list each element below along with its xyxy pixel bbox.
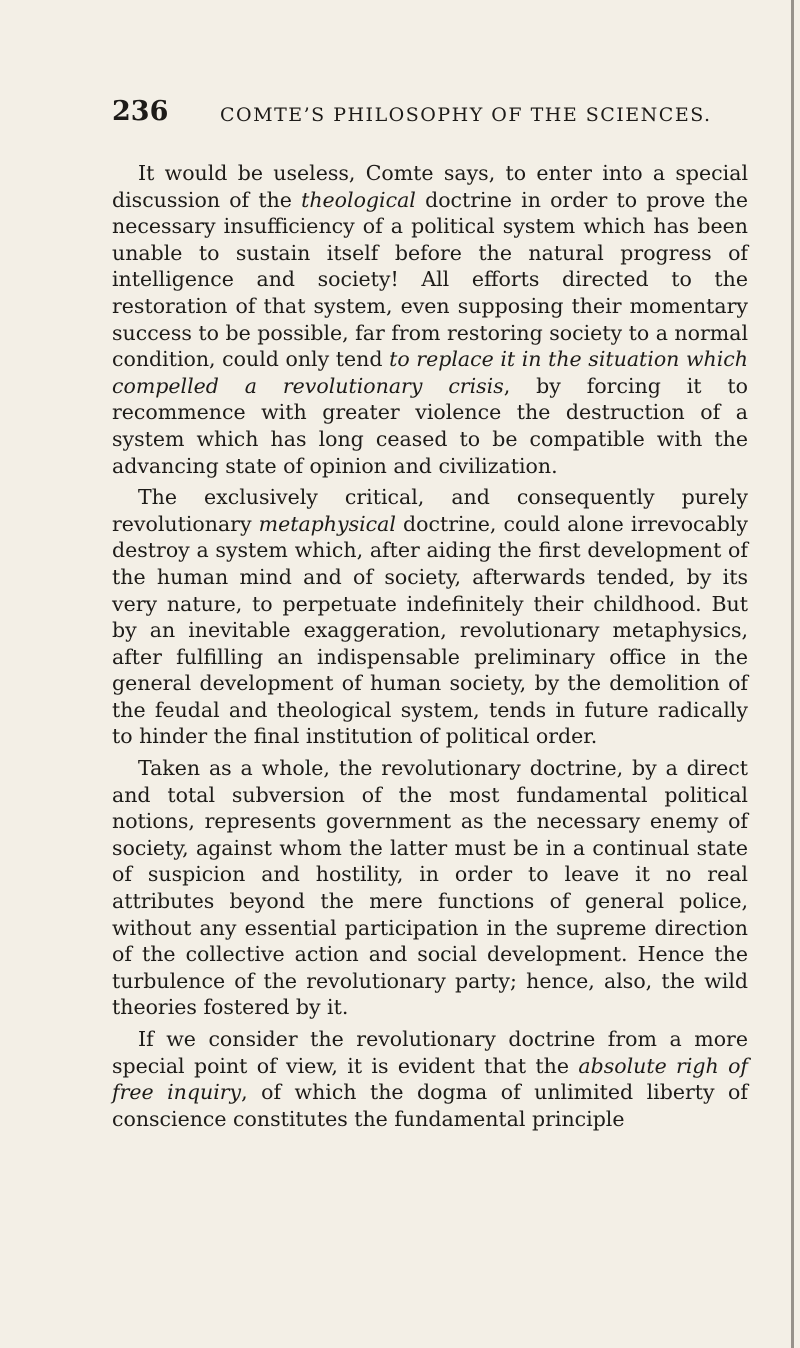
text-run: doctrine in order to prove the necessary insufficiency of a political system which has been unable to sustain itself before the natural progress of intelligence and society! All efforts directed to the restoration of that system, even supposing their momentary success to be possible, far from restoring society to a normal condition, could only tend (112, 187, 748, 372)
italic-phrase: absolute righ of free inquiry (112, 1053, 749, 1105)
text-run: Taken as a whole, the revolutionary doctrine, by a direct and total subversion of the most fundamental political notions, represents government as the necessary enemy of society, against whom the latter must be in a continual state of suspicion and hostility, in order to leave it no real attributes beyond the mere functions of general police, without any essential participation in the supreme direction of the collective action and social development. Hence the turbulence of the revolutionary party; hence, also, the wild theories fostered by it. (112, 756, 748, 1020)
text-run: It would be useless, Comte says, to enter into a special discussion of the (112, 161, 748, 212)
italic-phrase: to replace it in the situation which compelled a revolutionary crisis (112, 347, 748, 398)
paragraph (112, 160, 748, 479)
text-run: The exclusively critical, and consequently purely revolutionary (112, 485, 748, 536)
paragraph (112, 1026, 748, 1132)
text-run: , by forcing it to recommence with greater violence the destruction of a system which has long ceased to be compatible with the advancing state of opinion and civilization. (112, 373, 748, 478)
paragraph (112, 484, 748, 750)
text-run: , of which the dogma of unlimited liberty of conscience constitutes the fundamental principle (112, 1080, 748, 1131)
page-edge (791, 0, 794, 1348)
text-run: If we consider the revolutionary doctrine from a more special point of view, it is evident that the (112, 1027, 748, 1078)
body-text (112, 160, 748, 1132)
text-run: doctrine, could alone irrevocably destroy a system which, after aiding the first development of the human mind and of society, afterwards tended, by its very nature, to perpetuate indefinitely their childhood. But by an inevitable exaggeration, revolutionary metaphysics, after fulfilling an indispensable preliminary office in the general development of human society, by the demolition of the feudal and theological system, tends in future radically to hinder the final institution of political order. (112, 511, 749, 749)
page-number: 236 (112, 96, 169, 127)
running-head: COMTE’S PHILOSOPHY OF THE SCIENCES. (220, 104, 712, 126)
italic-phrase: theological (301, 187, 416, 212)
italic-phrase: metaphysical (258, 511, 396, 536)
paragraph (112, 755, 748, 1021)
page-header (112, 96, 752, 136)
